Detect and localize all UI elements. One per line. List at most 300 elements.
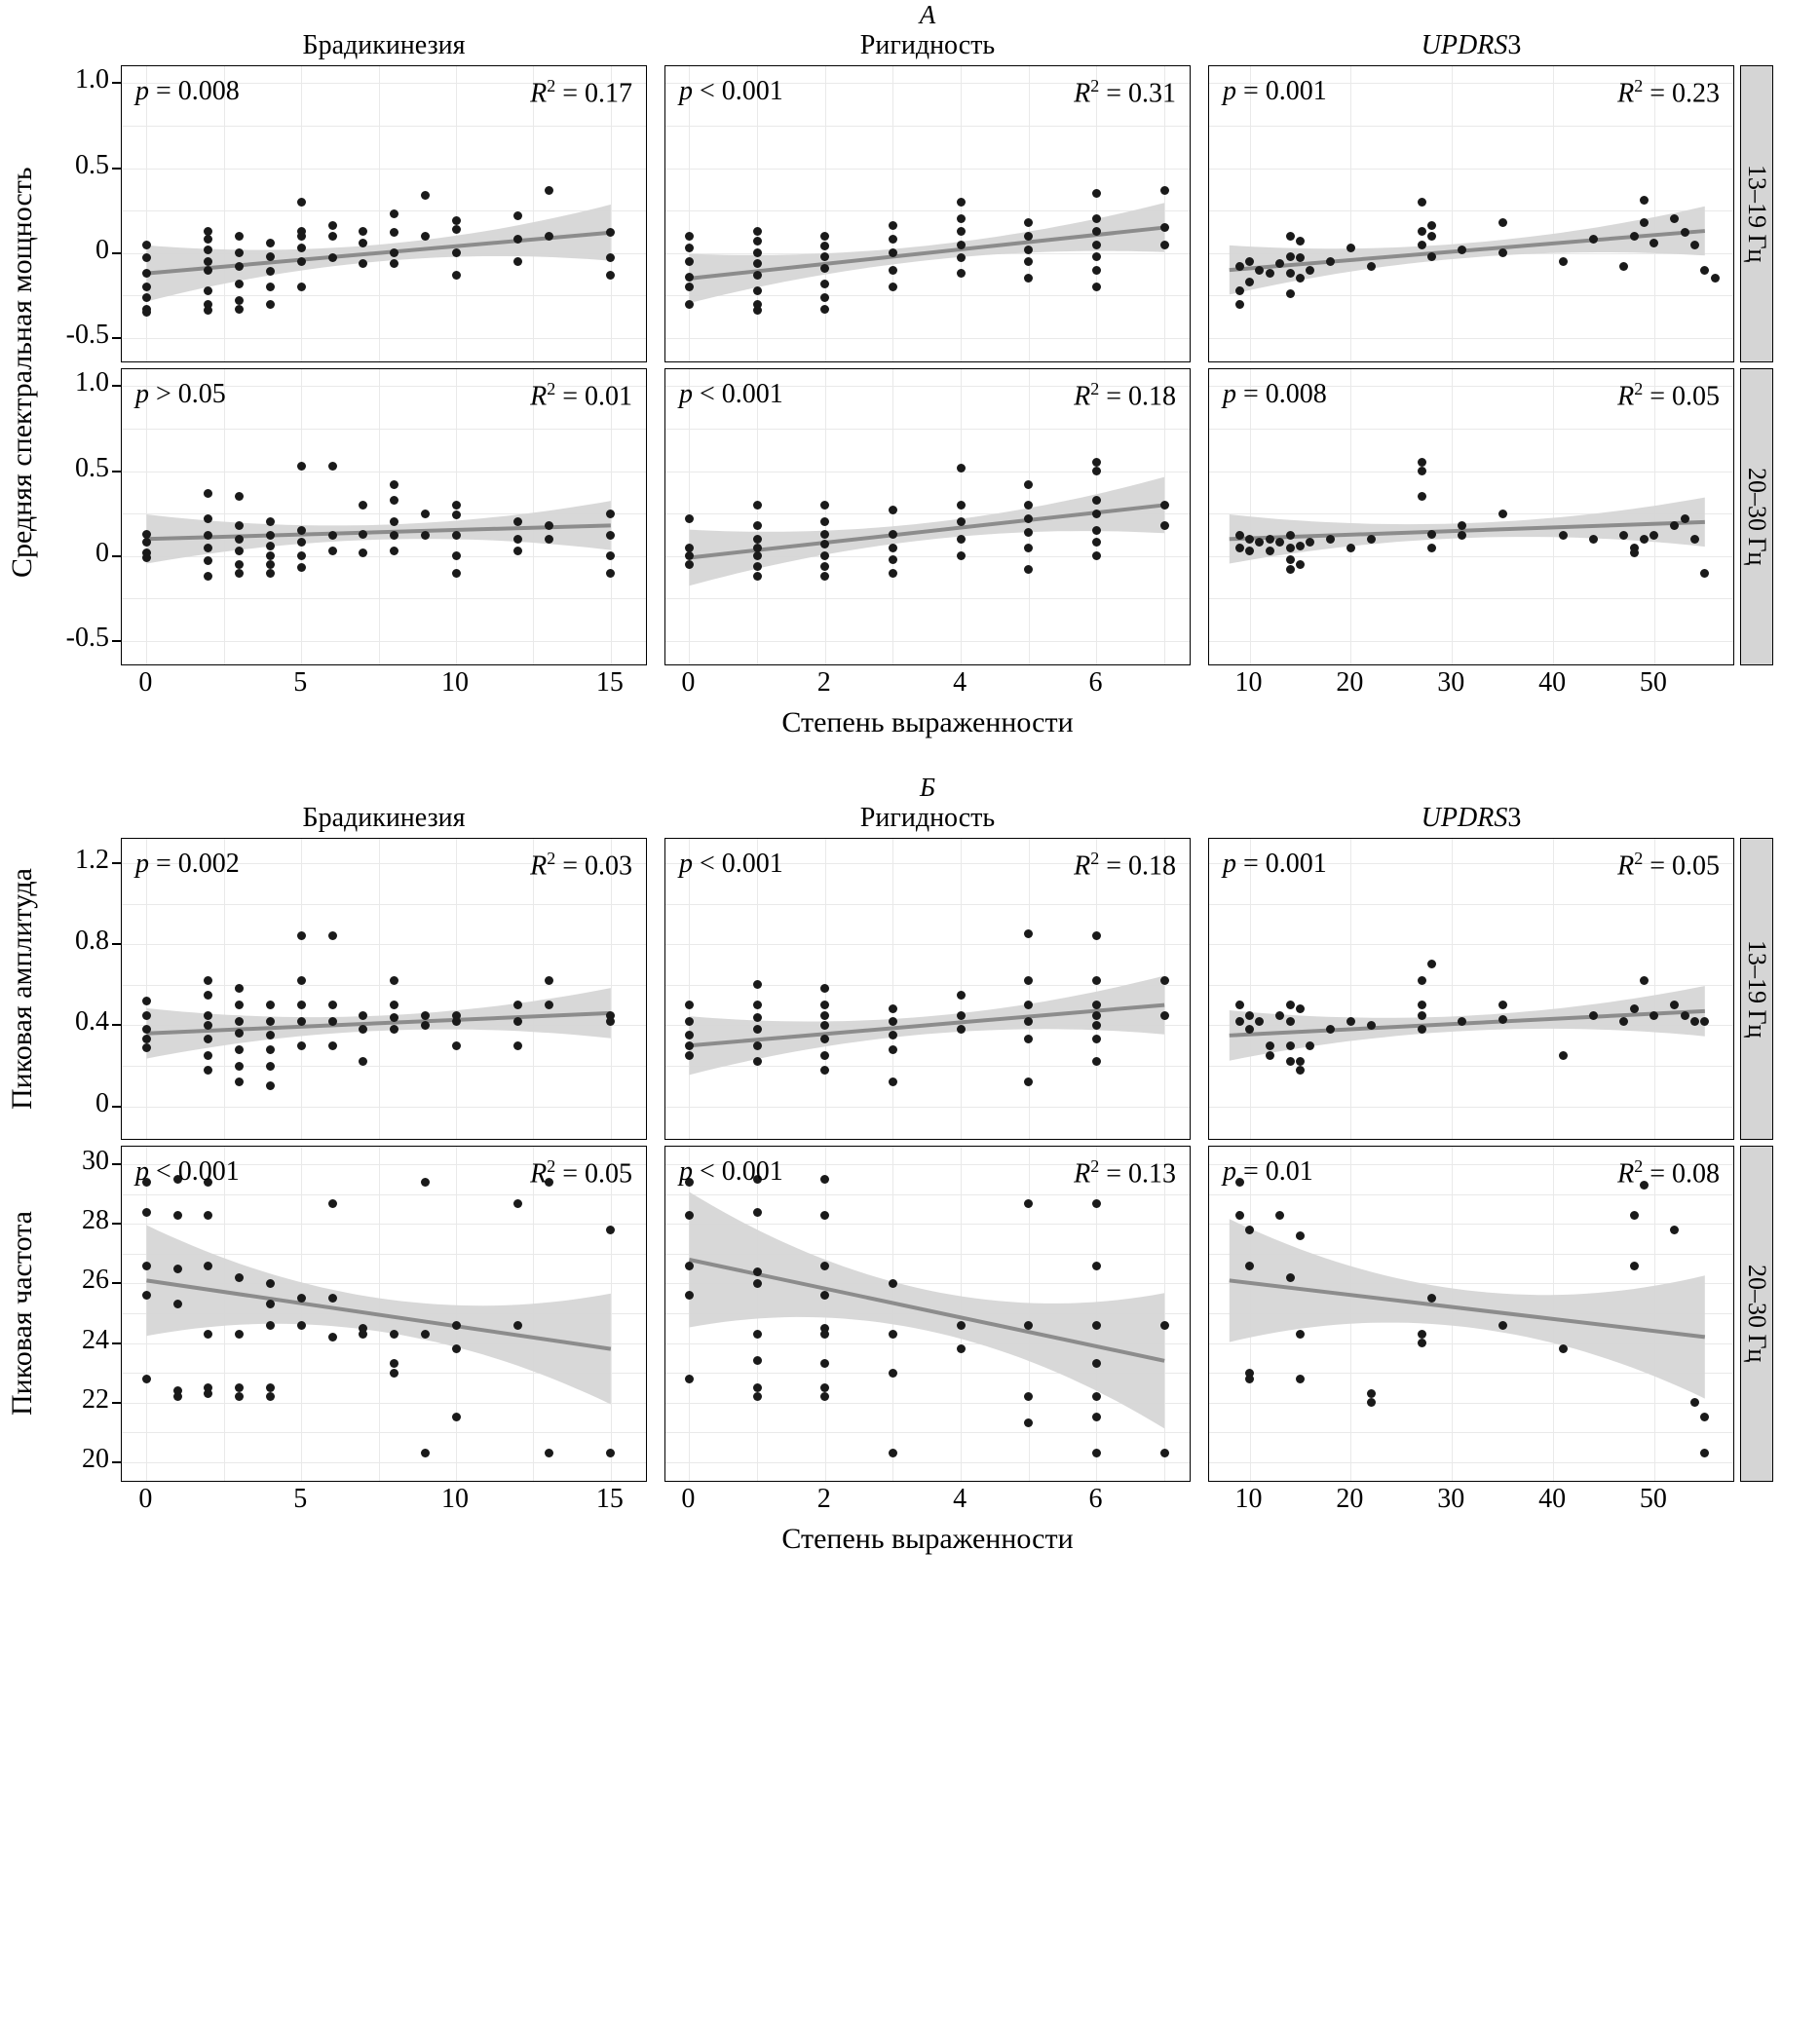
data-point <box>235 569 244 578</box>
data-point <box>1286 531 1295 540</box>
scatter-plot-cell <box>1208 65 1734 362</box>
data-point <box>1559 257 1568 266</box>
data-point <box>1275 1011 1284 1020</box>
data-point <box>685 544 694 552</box>
data-point <box>1418 1025 1426 1034</box>
data-point <box>1700 266 1709 275</box>
data-point <box>1266 1041 1274 1050</box>
y-tick-mark <box>112 1106 121 1108</box>
data-point <box>753 227 762 236</box>
data-point <box>390 547 398 555</box>
plot-row <box>0 838 1820 1140</box>
data-point <box>359 227 367 236</box>
data-point <box>957 551 966 560</box>
column-title: Ригидность <box>859 803 996 833</box>
data-point <box>1092 252 1101 261</box>
data-point <box>545 232 553 241</box>
data-point <box>297 244 306 252</box>
data-point <box>452 216 461 225</box>
data-point <box>820 305 829 314</box>
data-point <box>1306 266 1314 275</box>
data-point <box>235 1330 244 1339</box>
data-point <box>266 1001 275 1009</box>
y-tick-mark <box>112 385 121 387</box>
x-tick-label: 6 <box>1088 667 1103 698</box>
y-tick-mark <box>112 1342 121 1344</box>
data-point <box>1024 232 1033 241</box>
data-point <box>1559 1051 1568 1060</box>
column-title: Ригидность <box>859 30 996 60</box>
scatter-plot-cell <box>664 838 1191 1140</box>
data-point <box>513 1321 522 1330</box>
regression-band <box>122 66 647 362</box>
data-point <box>142 553 151 562</box>
data-point <box>328 547 337 555</box>
data-point <box>266 252 275 261</box>
row-strip <box>1740 65 1773 362</box>
data-point <box>513 535 522 544</box>
data-point <box>1286 1017 1295 1026</box>
data-point <box>889 1045 897 1054</box>
data-point <box>328 462 337 471</box>
regression-band <box>1209 1147 1734 1482</box>
r-squared-annotation: $R^2 = 0.17$ <box>530 76 632 109</box>
data-point <box>266 1392 275 1401</box>
data-point <box>1418 241 1426 249</box>
p-value-annotation: p = 0.002 <box>135 849 240 879</box>
data-point <box>328 232 337 241</box>
data-point <box>421 1178 430 1187</box>
data-point <box>1418 227 1426 236</box>
data-point <box>1266 547 1274 555</box>
plot-row <box>0 368 1820 665</box>
data-point <box>1092 283 1101 291</box>
x-tick-label: 0 <box>681 1484 696 1514</box>
data-point <box>1286 1057 1295 1066</box>
data-point <box>685 300 694 309</box>
data-point <box>1630 232 1639 241</box>
data-point <box>297 232 306 241</box>
y-tick-label: 0.4 <box>75 1006 109 1038</box>
y-tick-mark <box>112 555 121 557</box>
data-point <box>452 1413 461 1421</box>
data-point <box>1690 1398 1699 1407</box>
data-point <box>957 214 966 223</box>
plot-row <box>0 1146 1820 1482</box>
data-point <box>266 569 275 578</box>
data-point <box>1296 1066 1305 1075</box>
data-point <box>753 544 762 552</box>
data-point <box>753 1041 762 1050</box>
data-point <box>1418 1011 1426 1020</box>
r-squared-annotation: $R^2 = 0.31$ <box>1074 76 1176 109</box>
data-point <box>1266 535 1274 544</box>
y-tick-mark <box>112 82 121 84</box>
data-point <box>1092 1321 1101 1330</box>
data-point <box>452 248 461 257</box>
data-point <box>297 1001 306 1009</box>
data-point <box>1418 1001 1426 1009</box>
data-point <box>1245 278 1254 286</box>
data-point <box>685 1001 694 1009</box>
scatter-plot-cell <box>121 1146 647 1482</box>
data-point <box>1245 547 1254 555</box>
x-tick-label: 5 <box>293 1484 308 1514</box>
data-point <box>685 257 694 266</box>
data-point <box>1092 227 1101 236</box>
data-point <box>452 1344 461 1353</box>
x-tick-label: 0 <box>138 667 153 698</box>
data-point <box>957 501 966 510</box>
data-point <box>204 227 212 236</box>
data-point <box>1160 1321 1169 1330</box>
y-tick-label: 0.8 <box>75 926 109 957</box>
data-point <box>545 976 553 985</box>
data-point <box>235 535 244 544</box>
data-point <box>142 241 151 249</box>
x-tick-label: 20 <box>1336 1484 1364 1514</box>
y-tick-mark <box>112 1163 121 1165</box>
data-point <box>957 1025 966 1034</box>
data-point <box>1681 1011 1689 1020</box>
data-point <box>452 1017 461 1026</box>
data-point <box>1024 1321 1033 1330</box>
data-point <box>1286 544 1295 552</box>
data-point <box>1245 1226 1254 1234</box>
x-tick-label: 0 <box>138 1484 153 1514</box>
data-point <box>753 535 762 544</box>
data-point <box>1296 560 1305 569</box>
y-tick-label: 1.2 <box>75 844 109 875</box>
data-point <box>1245 1375 1254 1383</box>
data-point <box>1286 289 1295 298</box>
row-strip-label: 13–19 Гц <box>1743 939 1771 1039</box>
data-point <box>1092 1001 1101 1009</box>
data-point <box>685 1211 694 1220</box>
data-point <box>1296 237 1305 246</box>
x-tick-label: 20 <box>1336 667 1364 698</box>
data-point <box>957 535 966 544</box>
data-point <box>452 551 461 560</box>
row-strip-label: 20–30 Гц <box>1743 1265 1771 1363</box>
data-point <box>1245 1011 1254 1020</box>
data-point <box>1092 1392 1101 1401</box>
data-point <box>889 1330 897 1339</box>
data-point <box>452 1321 461 1330</box>
data-point <box>753 248 762 257</box>
data-point <box>1498 248 1507 257</box>
data-point <box>1286 232 1295 241</box>
data-point <box>452 510 461 519</box>
data-point <box>1498 1001 1507 1009</box>
column-title: Брадикинезия <box>302 803 466 833</box>
data-point <box>1160 241 1169 249</box>
data-point <box>1346 244 1355 252</box>
data-point <box>753 1267 762 1276</box>
data-point <box>820 1066 829 1075</box>
data-point <box>359 239 367 247</box>
regression-band <box>122 1147 647 1482</box>
data-point <box>753 1383 762 1392</box>
data-point <box>753 1001 762 1009</box>
data-point <box>1245 257 1254 266</box>
data-point <box>957 227 966 236</box>
data-point <box>1235 300 1244 309</box>
data-point <box>1092 1262 1101 1270</box>
data-point <box>889 1279 897 1288</box>
data-point <box>266 560 275 569</box>
x-tick-label: 2 <box>816 1484 831 1514</box>
data-point <box>421 1011 430 1020</box>
data-point <box>1418 492 1426 501</box>
data-point <box>1092 1199 1101 1208</box>
data-point <box>889 1077 897 1086</box>
p-value-annotation: p = 0.001 <box>1223 849 1327 879</box>
data-point <box>266 1045 275 1054</box>
data-point <box>1024 1017 1033 1026</box>
y-tick-label: 20 <box>82 1443 109 1474</box>
data-point <box>328 1294 337 1303</box>
data-point <box>328 253 337 262</box>
data-point <box>142 293 151 302</box>
data-point <box>957 1344 966 1353</box>
data-point <box>957 198 966 207</box>
data-point <box>328 1017 337 1026</box>
data-point <box>820 280 829 288</box>
data-point <box>1235 1017 1244 1026</box>
y-tick-mark <box>112 337 121 339</box>
data-point <box>142 1208 151 1217</box>
data-point <box>889 530 897 539</box>
y-tick-label: 0 <box>95 537 109 568</box>
data-point <box>685 1041 694 1050</box>
data-point <box>820 1383 829 1392</box>
data-point <box>1286 269 1295 278</box>
data-point <box>204 286 212 295</box>
data-point <box>1700 569 1709 578</box>
column-title: UPDRS3 <box>1421 30 1522 60</box>
data-point <box>452 225 461 234</box>
y-tick-mark <box>112 1024 121 1026</box>
x-tick-label: 50 <box>1639 1484 1667 1514</box>
x-axis-label: Степень выраженности <box>781 706 1074 738</box>
data-point <box>685 1291 694 1300</box>
data-point <box>1649 1011 1658 1020</box>
scatter-plot-cell <box>1208 1146 1734 1482</box>
data-point <box>606 569 615 578</box>
data-point <box>753 237 762 246</box>
data-point <box>266 1321 275 1330</box>
data-point <box>390 259 398 268</box>
data-point <box>1266 1051 1274 1060</box>
y-tick-label: 26 <box>82 1265 109 1296</box>
data-point <box>820 1262 829 1270</box>
y-tick-mark <box>112 640 121 642</box>
scatter-plot-cell <box>664 1146 1191 1482</box>
data-point <box>820 1011 829 1020</box>
y-axis-ticks <box>45 368 121 665</box>
data-point <box>1275 259 1284 268</box>
x-tick-label: 40 <box>1538 1484 1567 1514</box>
y-tick-mark <box>112 1402 121 1404</box>
regression-band <box>665 369 1191 665</box>
data-point <box>1296 1375 1305 1383</box>
data-point <box>685 283 694 291</box>
data-point <box>889 1449 897 1457</box>
x-tick-label: 6 <box>1088 1484 1103 1514</box>
y-tick-label: 22 <box>82 1383 109 1415</box>
data-point <box>266 542 275 550</box>
r-squared-annotation: $R^2 = 0.23$ <box>1617 76 1720 109</box>
data-point <box>1418 1330 1426 1339</box>
data-point <box>390 1369 398 1378</box>
x-tick-label: 50 <box>1639 667 1667 698</box>
y-tick-label: 28 <box>82 1205 109 1236</box>
regression-band <box>1209 369 1734 665</box>
scatter-plot-cell <box>121 65 647 362</box>
data-point <box>266 1062 275 1071</box>
data-point <box>266 1017 275 1026</box>
data-point <box>1346 544 1355 552</box>
data-point <box>1286 1001 1295 1009</box>
data-point <box>820 252 829 261</box>
data-point <box>957 991 966 1000</box>
data-point <box>142 1043 151 1052</box>
data-point <box>1367 1021 1376 1030</box>
data-point <box>753 286 762 295</box>
x-tick-label: 0 <box>681 667 696 698</box>
y-tick-mark <box>112 168 121 170</box>
data-point <box>1235 1001 1244 1009</box>
data-point <box>1498 218 1507 227</box>
data-point <box>297 257 306 266</box>
y-axis-ticks <box>45 65 121 362</box>
data-point <box>889 544 897 552</box>
r-squared-annotation: $R^2 = 0.05$ <box>530 1156 632 1190</box>
data-point <box>1630 1211 1639 1220</box>
data-point <box>753 521 762 530</box>
data-point <box>685 1017 694 1026</box>
data-point <box>1160 1011 1169 1020</box>
regression-band <box>122 369 647 665</box>
data-point <box>1296 1231 1305 1240</box>
data-point <box>957 1011 966 1020</box>
data-point <box>297 1017 306 1026</box>
y-tick-mark <box>112 1282 121 1284</box>
data-point <box>889 506 897 514</box>
r-squared-annotation: $R^2 = 0.05$ <box>1617 379 1720 412</box>
regression-band <box>665 839 1191 1140</box>
data-point <box>1427 544 1436 552</box>
data-point <box>328 1333 337 1342</box>
data-point <box>513 257 522 266</box>
data-point <box>1296 1330 1305 1339</box>
y-tick-label: 0 <box>95 1087 109 1118</box>
x-axis-label: Степень выраженности <box>781 1523 1074 1555</box>
data-point <box>452 1041 461 1050</box>
data-point <box>297 526 306 535</box>
y-tick-label: 0 <box>95 234 109 265</box>
data-point <box>235 1383 244 1392</box>
data-point <box>173 1211 182 1220</box>
data-point <box>753 980 762 989</box>
data-point <box>889 555 897 564</box>
data-point <box>1418 198 1426 207</box>
data-point <box>513 1041 522 1050</box>
data-point <box>1326 535 1335 544</box>
panel-b <box>0 773 1820 1556</box>
data-point <box>753 1025 762 1034</box>
data-point <box>545 1001 553 1009</box>
data-point <box>1235 531 1244 540</box>
data-point <box>685 1262 694 1270</box>
data-point <box>753 271 762 280</box>
data-point <box>142 269 151 278</box>
x-tick-label: 40 <box>1538 667 1567 698</box>
data-point <box>1160 501 1169 510</box>
x-tick-label: 15 <box>595 667 624 698</box>
row-strip-label: 13–19 Гц <box>1743 165 1771 263</box>
data-point <box>142 1291 151 1300</box>
r-squared-annotation: $R^2 = 0.01$ <box>530 379 632 412</box>
data-point <box>1092 1011 1101 1020</box>
data-point <box>173 1300 182 1308</box>
data-point <box>1498 1321 1507 1330</box>
x-tick-label: 30 <box>1437 667 1465 698</box>
data-point <box>685 1051 694 1060</box>
y-tick-label: 30 <box>82 1146 109 1177</box>
p-value-annotation: p < 0.001 <box>679 849 783 879</box>
data-point <box>820 232 829 241</box>
data-point <box>1286 252 1295 261</box>
data-point <box>1160 186 1169 195</box>
data-point <box>513 211 522 220</box>
x-tick-label: 30 <box>1437 1484 1465 1514</box>
data-point <box>1286 555 1295 564</box>
data-point <box>297 1041 306 1050</box>
y-tick-mark <box>112 252 121 254</box>
data-point <box>1160 976 1169 985</box>
data-point <box>359 259 367 268</box>
data-point <box>685 273 694 282</box>
x-tick-label: 2 <box>816 667 831 698</box>
data-point <box>390 1330 398 1339</box>
data-point <box>297 1321 306 1330</box>
data-point <box>1498 510 1507 518</box>
data-point <box>297 198 306 207</box>
data-point <box>1024 544 1033 552</box>
data-point <box>889 569 897 578</box>
regression-band <box>1209 839 1734 1140</box>
data-point <box>1681 514 1689 523</box>
p-value-annotation: p < 0.001 <box>679 379 783 409</box>
column-titles <box>121 30 1820 61</box>
regression-band <box>1209 66 1734 362</box>
data-point <box>1092 496 1101 505</box>
data-point <box>328 1001 337 1009</box>
data-point <box>957 517 966 526</box>
data-point <box>1092 526 1101 535</box>
p-value-annotation: p < 0.001 <box>135 1156 240 1187</box>
data-point <box>1630 1004 1639 1013</box>
data-point <box>1092 1021 1101 1030</box>
data-point <box>1619 1017 1628 1026</box>
data-point <box>957 241 966 249</box>
data-point <box>1458 1017 1466 1026</box>
p-value-annotation: p = 0.001 <box>1223 76 1327 106</box>
data-point <box>1286 565 1295 574</box>
data-point <box>957 464 966 472</box>
